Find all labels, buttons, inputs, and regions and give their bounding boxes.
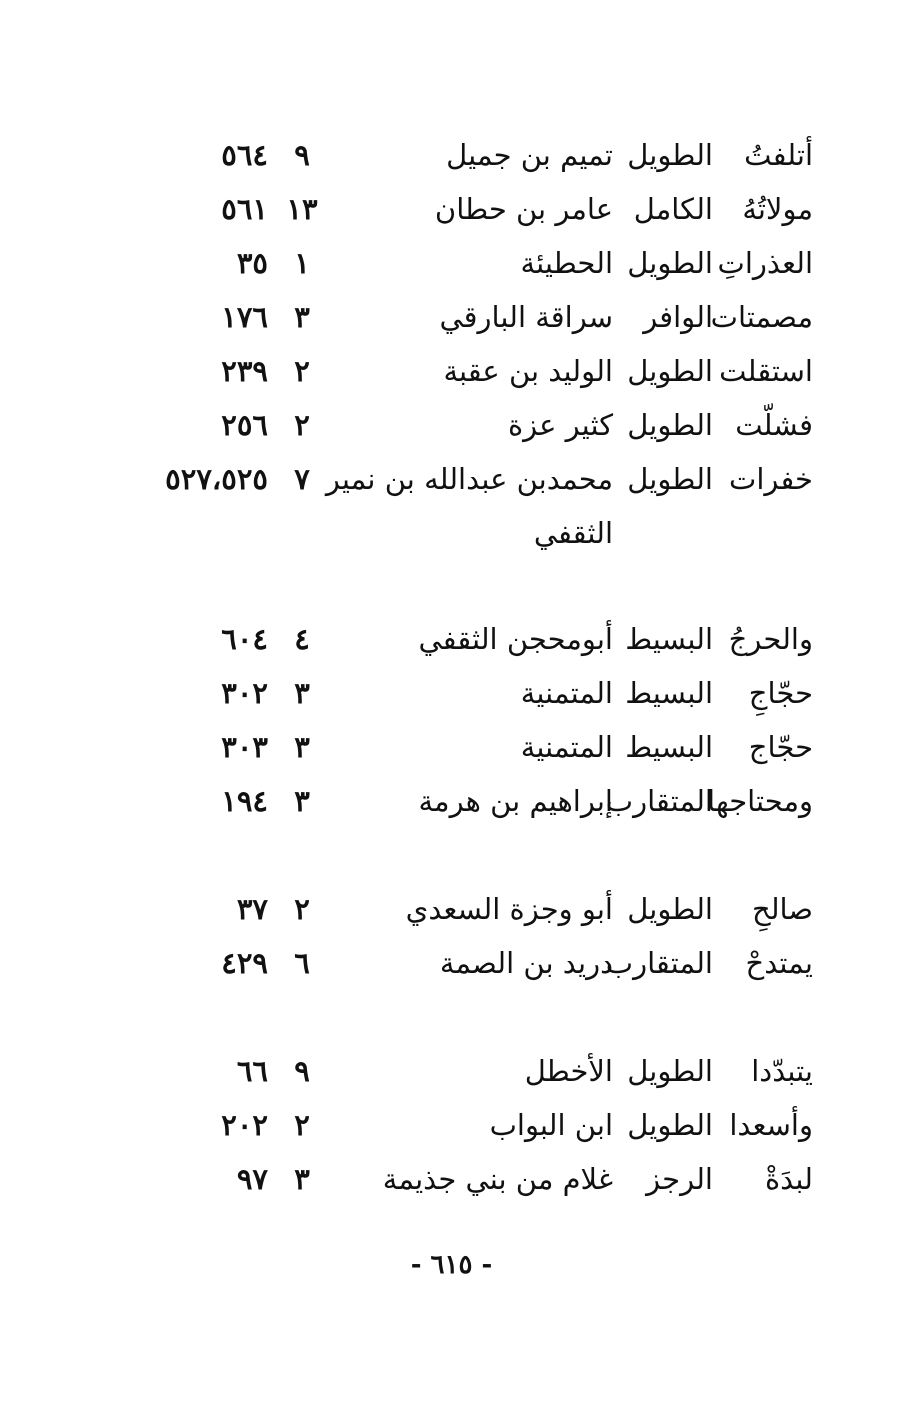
poet: إبراهيم بن هرمة xyxy=(418,784,613,818)
verse-count: ٦ xyxy=(294,946,310,980)
table-row xyxy=(0,398,903,452)
verse-count: ٣ xyxy=(294,784,310,818)
poet: المتمنية xyxy=(520,676,613,710)
meter: الطويل xyxy=(627,138,713,172)
table-row xyxy=(0,666,903,720)
verse-count: ١٣ xyxy=(286,192,318,226)
meter: الوافر xyxy=(643,300,713,334)
rhyme-word: حجّاجِ xyxy=(748,676,813,710)
poet: ابن البواب xyxy=(489,1108,613,1142)
page-ref: ٣٧ xyxy=(236,892,268,926)
rhyme-word: مصمتات xyxy=(710,300,813,334)
poet: أبومحجن الثقفي xyxy=(418,622,613,656)
verse-count: ٧ xyxy=(294,462,310,496)
verse-count: ٢ xyxy=(294,892,310,926)
verse-count: ٣ xyxy=(294,730,310,764)
poet-continuation: الثقفي xyxy=(533,516,613,550)
table-row xyxy=(0,1152,903,1206)
rhyme-word: استقلت xyxy=(719,354,813,388)
page-ref: ٣٠٢ xyxy=(221,676,268,710)
rhyme-word: العذراتِ xyxy=(717,246,813,280)
meter: المتقارب xyxy=(605,946,713,980)
page-ref: ٩٧ xyxy=(236,1162,268,1196)
page-ref: ٥٢٧،٥٢٥ xyxy=(165,462,268,496)
page-ref: ٢٥٦ xyxy=(221,408,268,442)
rhyme-word: فشلّت xyxy=(735,408,813,442)
rhyme-word: مولاتُهُ xyxy=(742,192,813,226)
poet: الحطيئة xyxy=(520,246,613,280)
rhyme-group-t xyxy=(0,128,903,560)
page-ref: ٥٦٤ xyxy=(221,138,268,172)
meter: الطويل xyxy=(627,408,713,442)
rhyme-group-h xyxy=(0,882,903,990)
poet: دريد بن الصمة xyxy=(439,946,613,980)
table-row xyxy=(0,452,903,560)
table-row xyxy=(0,936,903,990)
table-row xyxy=(0,1044,903,1098)
meter: المتقارب xyxy=(605,784,713,818)
rhyme-word: والحرجُ xyxy=(728,622,813,656)
poet: أبو وجزة السعدي xyxy=(405,892,613,926)
page-ref: ٦٠٤ xyxy=(221,622,268,656)
page-ref: ٣٠٣ xyxy=(221,730,268,764)
meter: الرجز xyxy=(646,1162,713,1196)
poet: محمدبن عبدالله بن نمير xyxy=(325,462,613,496)
meter: الطويل xyxy=(627,1108,713,1142)
rhyme-word: لبدَةْ xyxy=(764,1162,813,1196)
meter: الطويل xyxy=(627,246,713,280)
table-row xyxy=(0,1098,903,1152)
verse-count: ٣ xyxy=(294,1162,310,1196)
table-row xyxy=(0,182,903,236)
page-number: - ٦١٥ - xyxy=(410,1250,493,1280)
rhyme-word: أتلفتُ xyxy=(744,138,813,172)
meter: البسيط xyxy=(625,622,713,656)
rhyme-word: وأسعدا xyxy=(729,1108,813,1142)
page-ref: ٣٥ xyxy=(236,246,268,280)
table-row xyxy=(0,128,903,182)
meter: البسيط xyxy=(625,676,713,710)
page-ref: ١٩٤ xyxy=(221,784,268,818)
verse-count: ٤ xyxy=(294,622,310,656)
verse-count: ١ xyxy=(294,246,310,280)
meter: الطويل xyxy=(627,462,713,496)
poet: كثير عزة xyxy=(507,408,613,442)
rhyme-word: خفرات xyxy=(729,462,813,496)
page-ref: ١٧٦ xyxy=(221,300,268,334)
meter: الطويل xyxy=(627,892,713,926)
meter: الكامل xyxy=(633,192,713,226)
poet: الوليد بن عقبة xyxy=(443,354,613,388)
poet: عامر بن حطان xyxy=(434,192,613,226)
page-ref: ٥٦١ xyxy=(221,192,268,226)
page-ref: ٢٣٩ xyxy=(221,354,268,388)
rhyme-word: ومحتاجها xyxy=(707,784,813,818)
rhyme-word: يتبدّدا xyxy=(751,1054,813,1088)
verse-count: ٩ xyxy=(294,1054,310,1088)
verse-count: ٢ xyxy=(294,1108,310,1142)
rhyme-word: صالحِ xyxy=(751,892,813,926)
table-row xyxy=(0,720,903,774)
poet: سراقة البارقي xyxy=(439,300,613,334)
meter: الطويل xyxy=(627,354,713,388)
rhyme-word: حجّاج xyxy=(748,730,813,764)
rhyme-group-j xyxy=(0,612,903,828)
table-row xyxy=(0,882,903,936)
meter: البسيط xyxy=(625,730,713,764)
poet: المتمنية xyxy=(520,730,613,764)
table-row xyxy=(0,774,903,828)
rhyme-word: يمتدحْ xyxy=(745,946,813,980)
table-row xyxy=(0,290,903,344)
meter: الطويل xyxy=(627,1054,713,1088)
page-ref: ٢٠٢ xyxy=(221,1108,268,1142)
poet: غلام من بني جذيمة xyxy=(382,1162,613,1196)
verse-count: ٣ xyxy=(294,676,310,710)
table-row xyxy=(0,344,903,398)
rhyme-group-d xyxy=(0,1044,903,1206)
verse-count: ٢ xyxy=(294,408,310,442)
verse-count: ٣ xyxy=(294,300,310,334)
table-row xyxy=(0,236,903,290)
page-ref: ٤٢٩ xyxy=(221,946,268,980)
poet: الأخطل xyxy=(524,1054,613,1088)
verse-count: ٢ xyxy=(294,354,310,388)
verse-count: ٩ xyxy=(294,138,310,172)
page-ref: ٦٦ xyxy=(236,1054,268,1088)
table-row xyxy=(0,612,903,666)
poet: تميم بن جميل xyxy=(446,138,613,172)
